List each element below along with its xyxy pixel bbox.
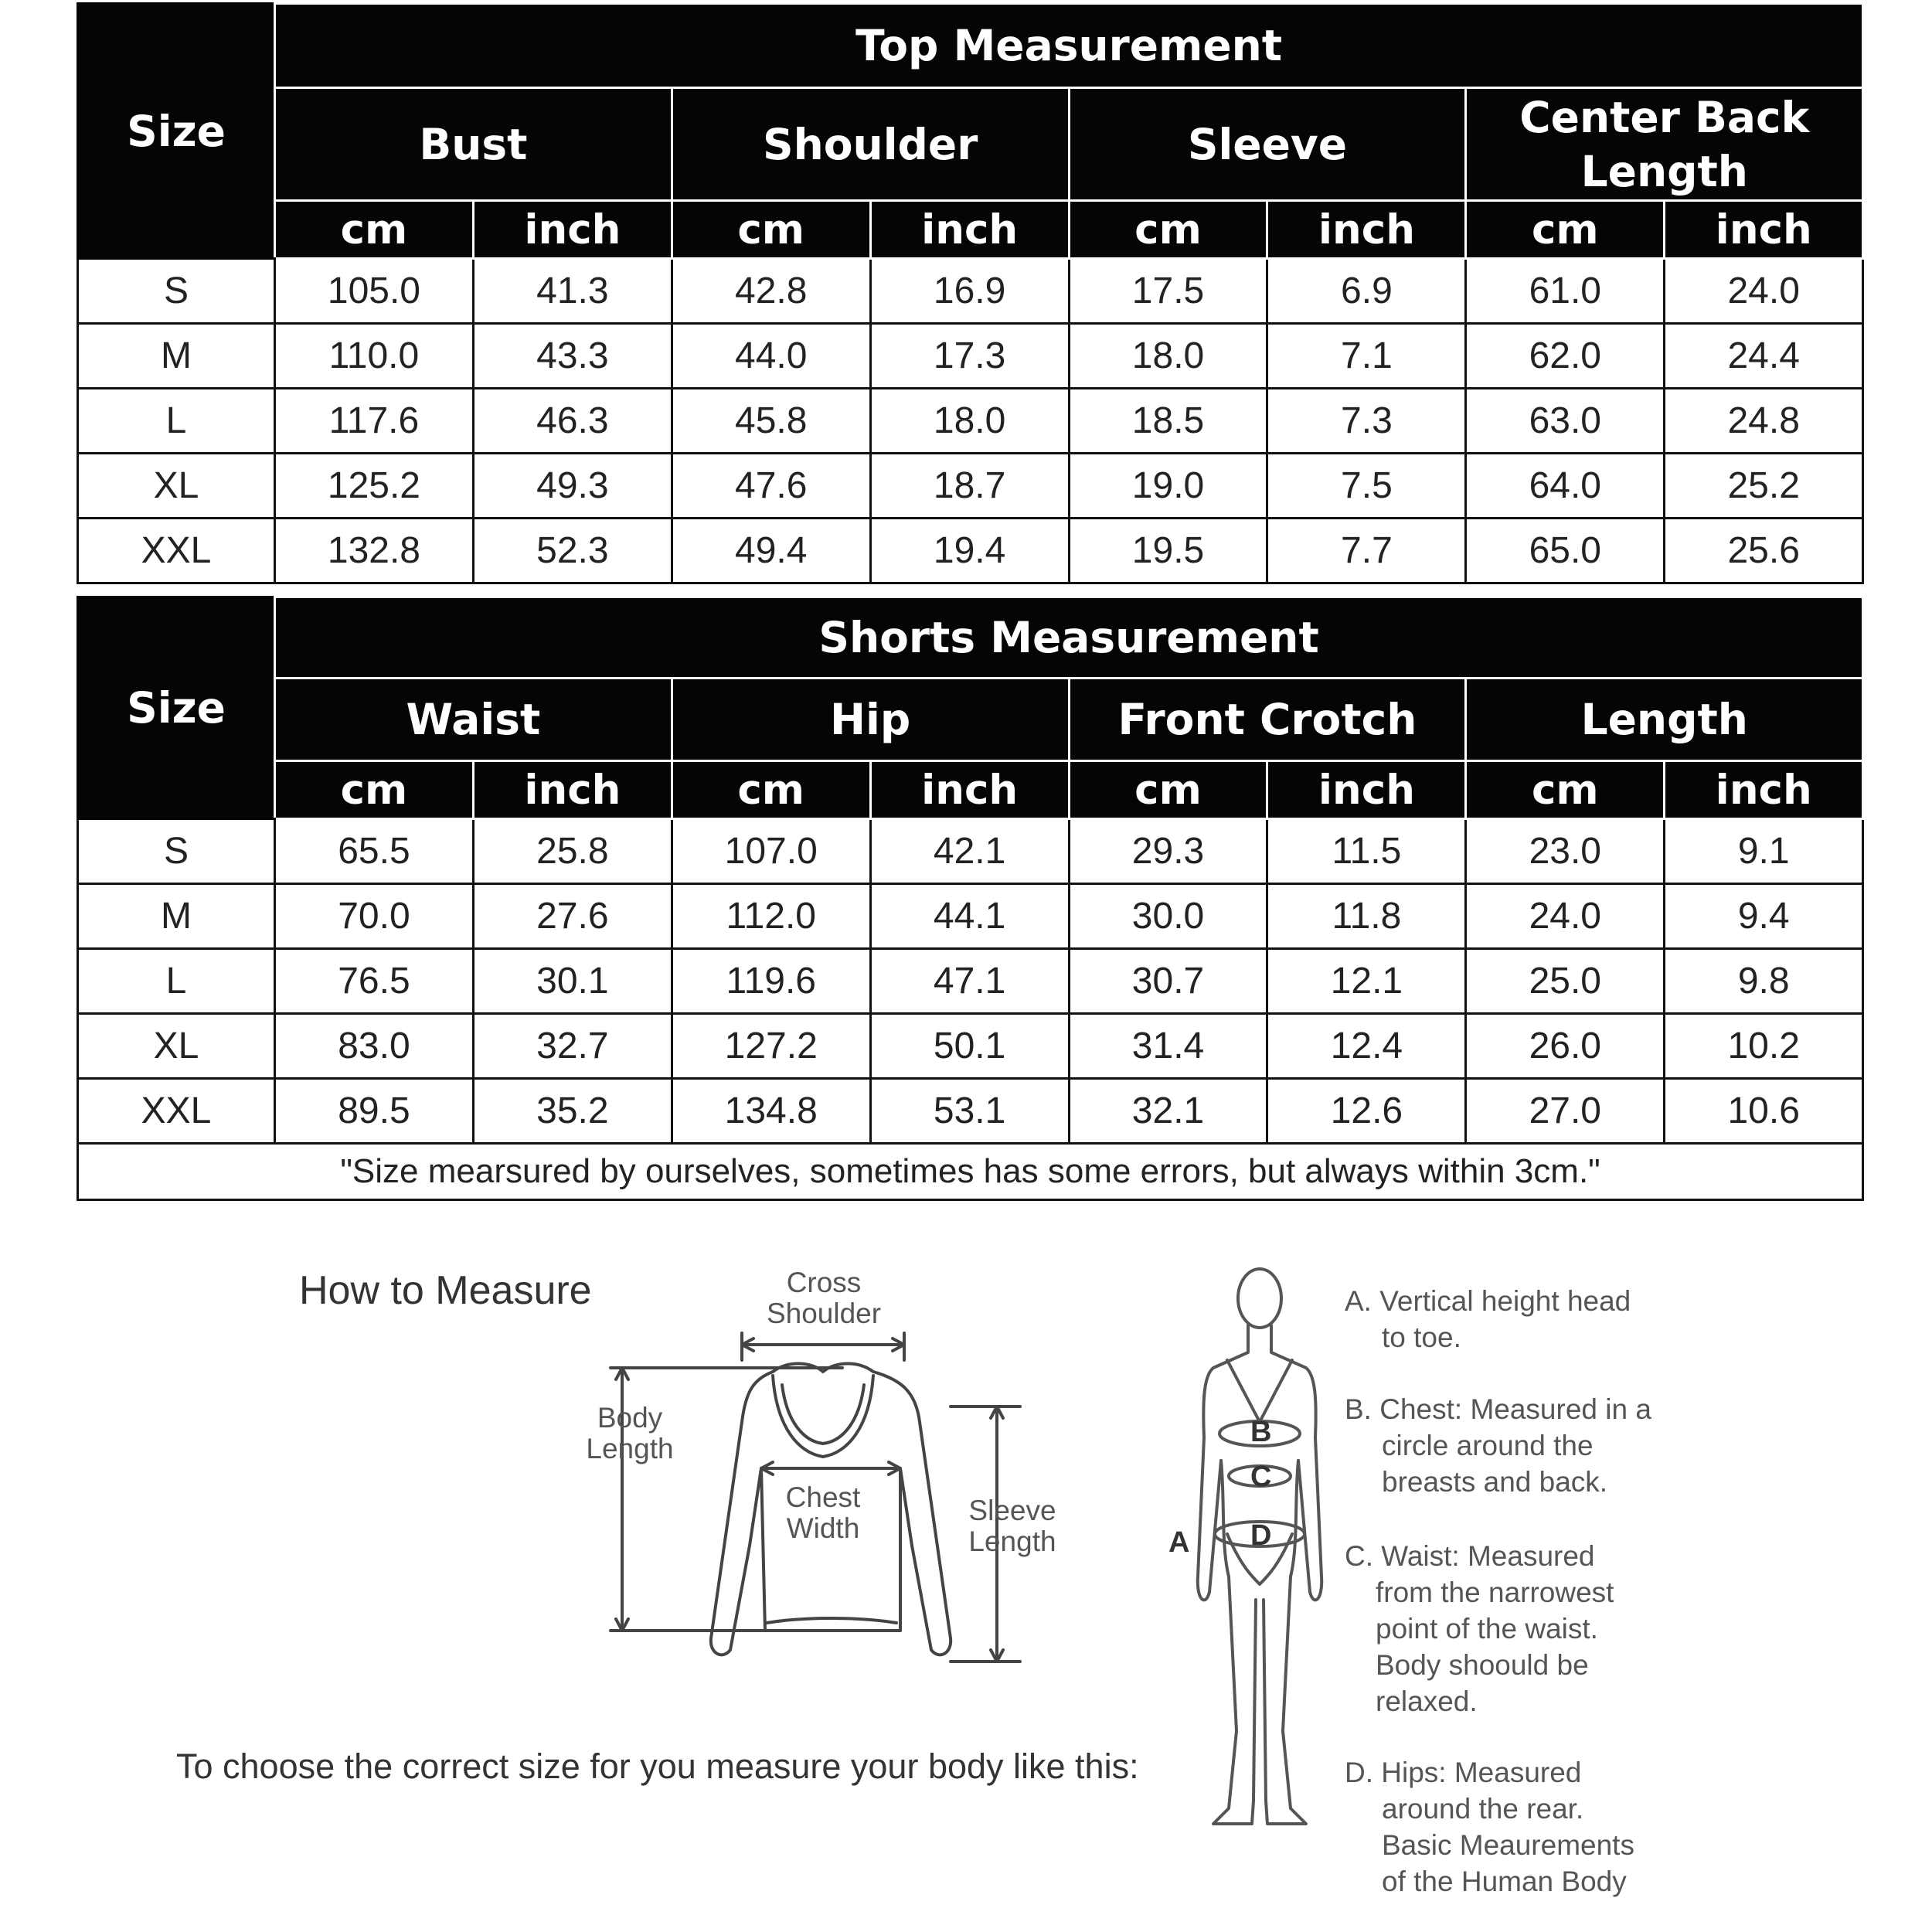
table-row: [78, 454, 1863, 519]
value-cell: 62.0: [1466, 324, 1665, 389]
value-cell: 23.0: [1466, 819, 1665, 884]
unit-header: cm: [672, 201, 870, 259]
value-cell: 19.0: [1069, 454, 1267, 519]
unit-header: cm: [1069, 201, 1267, 259]
choose-size-instruction: To choose the correct size for you measure your body like this:: [176, 1747, 1139, 1786]
value-cell: 31.4: [1069, 1014, 1267, 1079]
body-length-label: [580, 1403, 680, 1464]
value-cell: 45.8: [672, 389, 870, 454]
value-cell: 65.5: [275, 819, 474, 884]
value-cell: 25.0: [1466, 949, 1665, 1014]
value-cell: 7.7: [1267, 519, 1466, 583]
unit-header: cm: [1466, 761, 1665, 819]
value-cell: 89.5: [275, 1079, 474, 1144]
unit-header: inch: [1267, 761, 1466, 819]
value-cell: 112.0: [672, 884, 870, 949]
column-group-header: Shoulder: [672, 88, 1069, 201]
unit-header: inch: [870, 761, 1069, 819]
column-group-header: Bust: [275, 88, 672, 201]
legend-line: circle around the: [1382, 1430, 1594, 1461]
legend-line: of the Human Body: [1382, 1866, 1627, 1897]
value-cell: 24.8: [1665, 389, 1863, 454]
value-cell: 41.3: [473, 259, 672, 324]
value-cell: 9.8: [1665, 949, 1863, 1014]
size-cell: XL: [78, 454, 275, 519]
value-cell: 70.0: [275, 884, 474, 949]
label-line: Shoulder: [766, 1298, 882, 1329]
value-cell: 19.5: [1069, 519, 1267, 583]
value-cell: 18.0: [1069, 324, 1267, 389]
value-cell: 110.0: [275, 324, 474, 389]
body-letter-b: B: [1250, 1416, 1272, 1448]
value-cell: 43.3: [473, 324, 672, 389]
legend-line: Basic Meaurements: [1382, 1829, 1634, 1861]
value-cell: 12.4: [1267, 1014, 1466, 1079]
legend-item: [1345, 1754, 1669, 1900]
legend-line: C. Waist: Measured: [1345, 1540, 1595, 1572]
value-cell: 47.1: [870, 949, 1069, 1014]
unit-header: inch: [1665, 761, 1863, 819]
value-cell: 17.3: [870, 324, 1069, 389]
value-cell: 12.6: [1267, 1079, 1466, 1144]
column-group-header: Front Crotch: [1069, 679, 1466, 761]
unit-header-row: [78, 761, 1863, 819]
unit-header: cm: [1069, 761, 1267, 819]
legend-line: B. Chest: Measured in a: [1345, 1393, 1651, 1425]
label-line: Sleeve: [968, 1495, 1056, 1526]
label-line: Cross: [786, 1267, 862, 1298]
value-cell: 30.0: [1069, 884, 1267, 949]
value-cell: 52.3: [473, 519, 672, 583]
table-row: [78, 259, 1863, 324]
table-row: [78, 819, 1863, 884]
value-cell: 24.0: [1665, 259, 1863, 324]
table-row: [78, 949, 1863, 1014]
unit-header: cm: [275, 201, 474, 259]
size-cell: M: [78, 324, 275, 389]
column-group-header: Waist: [275, 679, 672, 761]
value-cell: 18.5: [1069, 389, 1267, 454]
body-letter-d: D: [1250, 1519, 1272, 1552]
size-header: Size: [78, 597, 275, 819]
chest-width-label: [773, 1482, 873, 1544]
legend-line: from the narrowest: [1376, 1577, 1614, 1608]
value-cell: 49.3: [473, 454, 672, 519]
unit-header: inch: [1665, 201, 1863, 259]
value-cell: 44.1: [870, 884, 1069, 949]
label-line: Chest: [785, 1481, 861, 1513]
value-cell: 65.0: [1466, 519, 1665, 583]
value-cell: 107.0: [672, 819, 870, 884]
table-row: [78, 389, 1863, 454]
size-cell: S: [78, 259, 275, 324]
value-cell: 46.3: [473, 389, 672, 454]
value-cell: 24.4: [1665, 324, 1863, 389]
value-cell: 117.6: [275, 389, 474, 454]
size-cell: XXL: [78, 1079, 275, 1144]
legend-line: Body shoould be: [1376, 1649, 1589, 1681]
value-cell: 18.0: [870, 389, 1069, 454]
unit-header: cm: [275, 761, 474, 819]
column-group-header: Sleeve: [1069, 88, 1466, 201]
value-cell: 26.0: [1466, 1014, 1665, 1079]
value-cell: 11.8: [1267, 884, 1466, 949]
table-title: Shorts Measurement: [275, 597, 1863, 679]
value-cell: 25.2: [1665, 454, 1863, 519]
body-letter-c: C: [1250, 1461, 1272, 1493]
value-cell: 25.8: [473, 819, 672, 884]
value-cell: 18.7: [870, 454, 1069, 519]
label-line: Width: [786, 1512, 860, 1544]
unit-header: inch: [870, 201, 1069, 259]
value-cell: 125.2: [275, 454, 474, 519]
legend-line: point of the waist.: [1376, 1613, 1598, 1645]
value-cell: 24.0: [1466, 884, 1665, 949]
value-cell: 12.1: [1267, 949, 1466, 1014]
value-cell: 10.6: [1665, 1079, 1863, 1144]
value-cell: 17.5: [1069, 259, 1267, 324]
value-cell: 11.5: [1267, 819, 1466, 884]
table-row: [78, 884, 1863, 949]
size-cell: S: [78, 819, 275, 884]
value-cell: 25.6: [1665, 519, 1863, 583]
value-cell: 76.5: [275, 949, 474, 1014]
value-cell: 63.0: [1466, 389, 1665, 454]
cross-shoulder-label: [762, 1267, 886, 1329]
value-cell: 16.9: [870, 259, 1069, 324]
how-to-measure-heading: How to Measure: [299, 1268, 592, 1313]
size-cell: L: [78, 389, 275, 454]
unit-header-row: [78, 201, 1863, 259]
value-cell: 27.0: [1466, 1079, 1665, 1144]
value-cell: 27.6: [473, 884, 672, 949]
legend-line: D. Hips: Measured: [1345, 1757, 1582, 1788]
value-cell: 30.7: [1069, 949, 1267, 1014]
top-measurement-table: [77, 2, 1864, 584]
value-cell: 35.2: [473, 1079, 672, 1144]
sleeve-length-label: [958, 1495, 1066, 1557]
value-cell: 105.0: [275, 259, 474, 324]
value-cell: 32.7: [473, 1014, 672, 1079]
table-row: [78, 519, 1863, 583]
legend-line: A. Vertical height head: [1345, 1285, 1631, 1317]
value-cell: 7.1: [1267, 324, 1466, 389]
label-line: Length: [586, 1433, 674, 1464]
value-cell: 7.5: [1267, 454, 1466, 519]
value-cell: 42.1: [870, 819, 1069, 884]
value-cell: 47.6: [672, 454, 870, 519]
value-cell: 50.1: [870, 1014, 1069, 1079]
table-row: [78, 1014, 1863, 1079]
size-cell: M: [78, 884, 275, 949]
column-group-header: Length: [1466, 679, 1863, 761]
size-cell: XL: [78, 1014, 275, 1079]
value-cell: 61.0: [1466, 259, 1665, 324]
value-cell: 44.0: [672, 324, 870, 389]
size-cell: L: [78, 949, 275, 1014]
table-row: [78, 1079, 1863, 1144]
shorts-measurement-table: [77, 596, 1864, 1201]
unit-header: cm: [672, 761, 870, 819]
value-cell: 119.6: [672, 949, 870, 1014]
value-cell: 7.3: [1267, 389, 1466, 454]
value-cell: 42.8: [672, 259, 870, 324]
value-cell: 32.1: [1069, 1079, 1267, 1144]
value-cell: 53.1: [870, 1079, 1069, 1144]
legend-line: to toe.: [1382, 1321, 1461, 1353]
value-cell: 9.1: [1665, 819, 1863, 884]
body-measure-diagram: [1182, 1267, 1337, 1862]
legend-line: relaxed.: [1376, 1685, 1478, 1717]
value-cell: 83.0: [275, 1014, 474, 1079]
measurement-note: "Size mearsured by ourselves, sometimes has some errors, but always within 3cm.": [78, 1144, 1863, 1200]
label-line: Length: [968, 1526, 1056, 1557]
unit-header: cm: [1466, 201, 1665, 259]
value-cell: 134.8: [672, 1079, 870, 1144]
table-title: Top Measurement: [275, 4, 1863, 88]
legend-item: [1345, 1391, 1669, 1500]
value-cell: 132.8: [275, 519, 474, 583]
value-cell: 49.4: [672, 519, 870, 583]
value-cell: 127.2: [672, 1014, 870, 1079]
legend-item: [1345, 1538, 1669, 1719]
value-cell: 10.2: [1665, 1014, 1863, 1079]
value-cell: 19.4: [870, 519, 1069, 583]
table-body: [78, 819, 1863, 1144]
label-line: Body: [597, 1402, 663, 1434]
size-header: Size: [78, 4, 275, 259]
body-letter-a: A: [1168, 1526, 1190, 1559]
value-cell: 6.9: [1267, 259, 1466, 324]
column-group-header: Hip: [672, 679, 1069, 761]
table-row: [78, 324, 1863, 389]
size-cell: XXL: [78, 519, 275, 583]
unit-header: inch: [473, 201, 672, 259]
value-cell: 29.3: [1069, 819, 1267, 884]
unit-header: inch: [1267, 201, 1466, 259]
legend-item: [1345, 1283, 1669, 1355]
table-body: [78, 259, 1863, 583]
value-cell: 9.4: [1665, 884, 1863, 949]
value-cell: 30.1: [473, 949, 672, 1014]
value-cell: 64.0: [1466, 454, 1665, 519]
column-group-header: Center Back Length: [1466, 88, 1863, 201]
legend-line: breasts and back.: [1382, 1466, 1608, 1498]
unit-header: inch: [473, 761, 672, 819]
legend-line: around the rear.: [1382, 1793, 1584, 1825]
